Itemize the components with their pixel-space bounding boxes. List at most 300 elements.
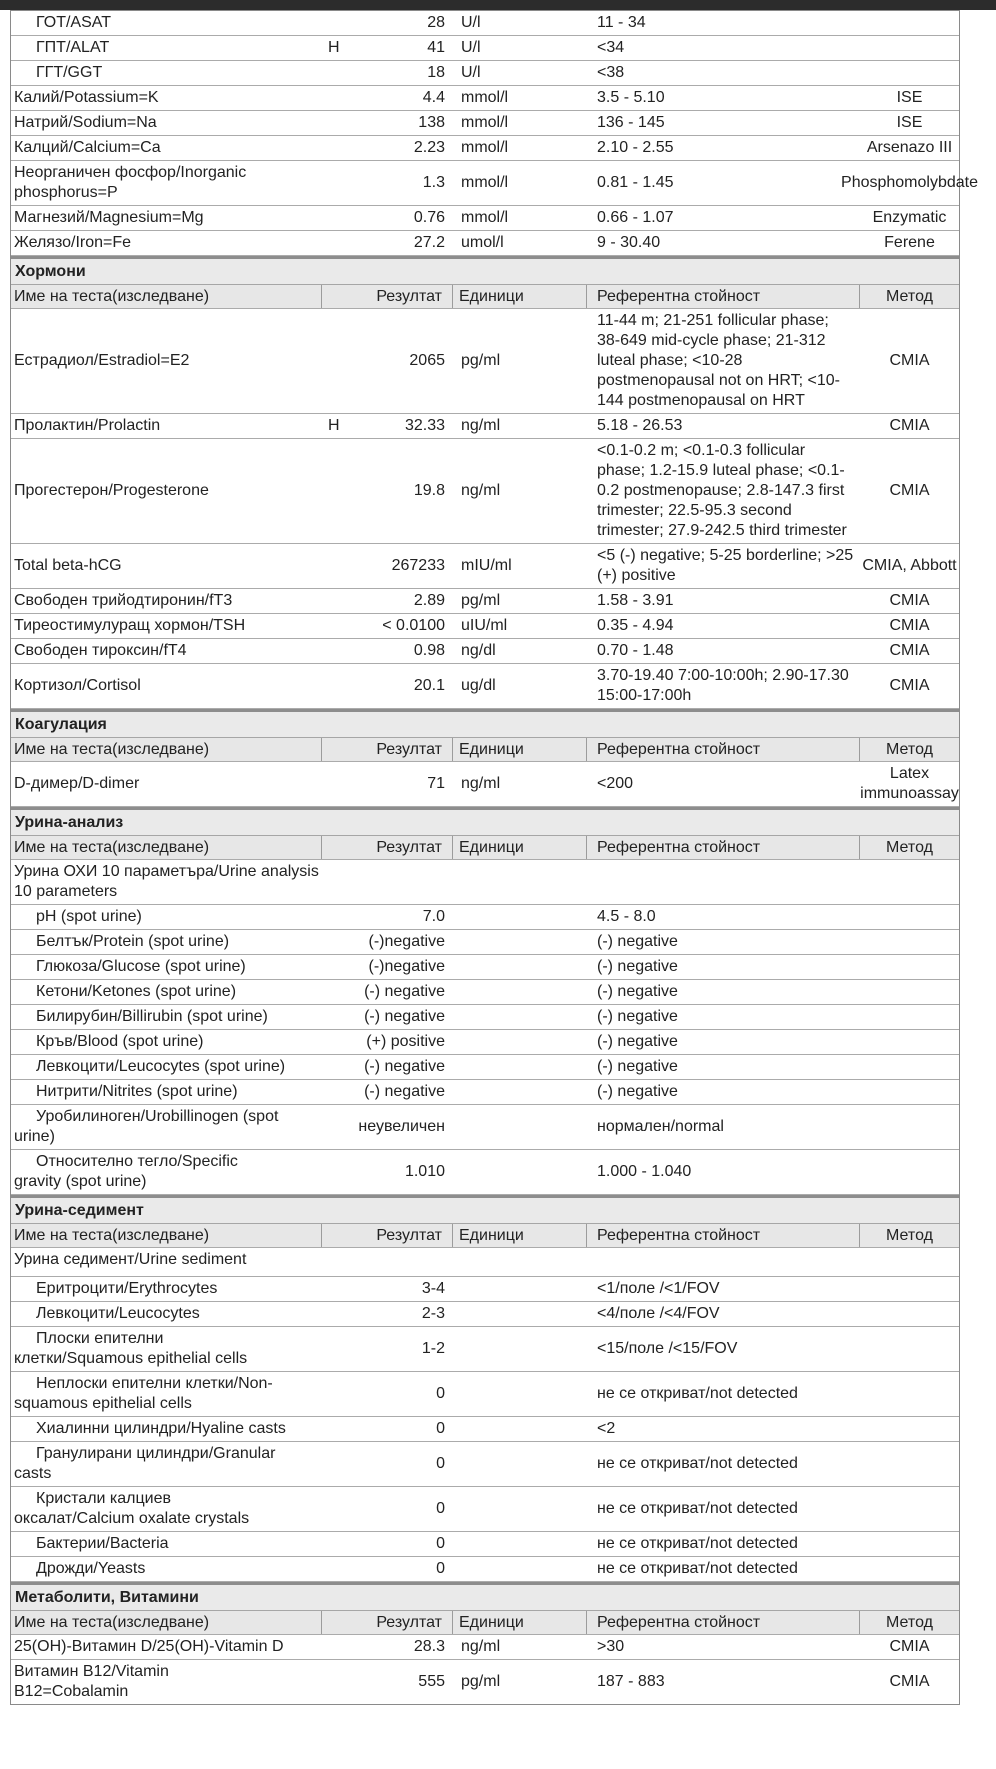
result-cell (322, 1557, 453, 1581)
test-name: Левкоцити/Leucocytes (spot urine) (36, 1058, 286, 1075)
units-value: pg/ml (461, 1673, 501, 1690)
method-cell (860, 1125, 959, 1129)
units-value: mmol/l (461, 114, 509, 131)
test-row (11, 414, 959, 439)
abnormal-flag: H (328, 417, 340, 434)
result-value: 19.8 (413, 482, 445, 499)
reference-range: 11-44 m; 21-251 follicular phase; 38-649 mid-cycle phase; 21-312 luteal phase; <10-28 postmenopausal not on HRT; <10-144 postmenopausal on HRT (597, 312, 840, 409)
result-cell (322, 1497, 453, 1521)
result-cell (322, 206, 453, 230)
test-row (11, 1150, 959, 1195)
column-header-test-name: Име на теста(изследване) (11, 285, 322, 308)
reference-range: (-) negative (597, 1058, 678, 1075)
test-row (11, 980, 959, 1005)
units-value (453, 915, 587, 919)
reference-range: 4.5 - 8.0 (597, 908, 656, 925)
column-header-method: Метод (886, 740, 933, 758)
result-value: 267233 (391, 557, 445, 574)
test-row (11, 1277, 959, 1302)
method-cell (860, 21, 959, 25)
method-value: Arsenazo III (866, 139, 953, 156)
method-cell (860, 1287, 959, 1291)
group-label: Урина седимент/Urine sediment (14, 1251, 247, 1268)
method-cell (860, 915, 959, 919)
method-cell (860, 46, 959, 50)
units-value: ng/dl (461, 642, 496, 659)
method-value: CMIA (889, 617, 930, 634)
method-cell (860, 940, 959, 944)
method-cell (860, 554, 959, 578)
reference-range: 0.35 - 4.94 (597, 617, 674, 634)
units-value (453, 1567, 587, 1571)
method-cell (860, 479, 959, 503)
group-label-row (11, 1248, 959, 1277)
reference-range: <1/поле /<1/FOV (597, 1280, 720, 1297)
units-value: mmol/l (461, 209, 509, 226)
result-cell (322, 231, 453, 255)
units-value: ng/ml (461, 482, 501, 499)
result-value: 0 (436, 1455, 445, 1472)
test-row (11, 111, 959, 136)
test-row (11, 136, 959, 161)
test-name: Относително тегло/Specific gravity (spot urine) (14, 1153, 238, 1190)
units-value (453, 1287, 587, 1291)
test-name: Бактерии/Bacteria (36, 1535, 169, 1552)
test-row (11, 439, 959, 544)
reference-range: <34 (597, 39, 625, 56)
method-cell (860, 71, 959, 75)
result-cell (322, 772, 453, 796)
result-value: 27.2 (413, 234, 445, 251)
method-cell (860, 136, 959, 160)
test-name: Прогестерон/Progesterone (14, 482, 209, 499)
column-header-row (11, 738, 959, 762)
section-header: Урина-седимент (11, 1195, 959, 1224)
reference-range: 3.5 - 5.10 (597, 89, 665, 106)
column-header-row (11, 1224, 959, 1248)
units-value: mmol/l (461, 89, 509, 106)
test-row (11, 1372, 959, 1417)
column-header-result: Резултат (322, 836, 453, 859)
test-row (11, 231, 959, 256)
test-name: Свободен трийодтиронин/fT3 (14, 592, 233, 609)
units-value: ng/ml (461, 417, 501, 434)
test-row (11, 1005, 959, 1030)
units-value (453, 1462, 587, 1466)
column-header-row (11, 285, 959, 309)
result-value: 0 (436, 1385, 445, 1402)
column-header-result: Резултат (322, 1224, 453, 1247)
column-header-reference: Референтна стойност (587, 836, 860, 859)
test-row (11, 905, 959, 930)
test-row (11, 161, 978, 206)
test-row (11, 1327, 959, 1372)
reference-range: (-) negative (597, 1033, 678, 1050)
result-value: 0.76 (413, 209, 445, 226)
method-value: CMIA, Abbott (862, 557, 957, 574)
result-value: 2065 (409, 352, 445, 369)
method-cell (860, 1542, 959, 1546)
result-value: 0 (436, 1500, 445, 1517)
test-row (11, 206, 959, 231)
test-name: ГГТ/GGT (36, 64, 103, 81)
reference-range: 0.70 - 1.48 (597, 642, 674, 659)
method-cell (860, 1670, 959, 1694)
test-row (11, 1105, 959, 1150)
result-cell (322, 1382, 453, 1406)
test-name: Кетони/Ketones (spot urine) (36, 983, 237, 1000)
test-row (11, 61, 959, 86)
result-cell (322, 349, 453, 373)
result-cell (322, 136, 453, 160)
result-cell (322, 111, 453, 135)
units-value (453, 1170, 587, 1174)
test-row (11, 1442, 959, 1487)
column-header-test-name: Име на теста(изследване) (11, 738, 322, 761)
result-value: 20.1 (413, 677, 445, 694)
column-header-row (11, 1611, 959, 1635)
test-name: Свободен тироксин/fT4 (14, 642, 187, 659)
units-value: ng/ml (461, 1638, 501, 1655)
reference-range: 0.66 - 1.07 (597, 209, 674, 226)
units-value (453, 1507, 587, 1511)
reference-range: 0.81 - 1.45 (597, 174, 674, 191)
test-name: Магнезий/Magnesium=Mg (14, 209, 204, 226)
test-name: Тиреостимулуращ хормон/TSH (14, 617, 246, 634)
test-name: ГПТ/ALAT (36, 39, 110, 56)
units-value (453, 940, 587, 944)
method-value: Ferene (884, 234, 935, 251)
method-cell (860, 1392, 959, 1396)
section-header: Урина-анализ (11, 807, 959, 836)
method-cell (860, 1347, 959, 1351)
column-header-result: Резултат (322, 1611, 453, 1634)
units-value (453, 1090, 587, 1094)
test-name: Естрадиол/Estradiol=E2 (14, 352, 190, 369)
test-name: Кортизол/Cortisol (14, 677, 141, 694)
result-cell (322, 1635, 453, 1659)
test-name: Нитрити/Nitrites (spot urine) (36, 1083, 238, 1100)
result-value: (-) negative (364, 983, 445, 1000)
test-name: Хиалинни цилиндри/Hyaline casts (36, 1420, 286, 1437)
test-name: Глюкоза/Glucose (spot urine) (36, 958, 246, 975)
method-cell (860, 990, 959, 994)
test-row (11, 589, 959, 614)
test-name: Левкоцити/Leucocytes (36, 1305, 200, 1322)
test-name: Неплоски епителни клетки/Non-squamous epithelial cells (14, 1375, 273, 1412)
method-value: ISE (896, 114, 923, 131)
test-row (11, 1302, 959, 1327)
result-cell (322, 1417, 453, 1441)
units-value (453, 1312, 587, 1316)
column-header-method: Метод (886, 838, 933, 856)
test-row (11, 544, 959, 589)
units-value (453, 1125, 587, 1129)
reference-range: 5.18 - 26.53 (597, 417, 683, 434)
result-cell (322, 614, 453, 638)
result-cell (322, 1277, 453, 1301)
section-header: Метаболити, Витамини (11, 1582, 959, 1611)
result-cell (322, 1115, 453, 1139)
result-value: 4.4 (422, 89, 445, 106)
lab-results-table (10, 10, 978, 1705)
units-value: mIU/ml (461, 557, 512, 574)
column-header-reference: Референтна стойност (587, 1611, 860, 1634)
column-header-units: Единици (453, 1224, 587, 1247)
column-header-units: Единици (453, 836, 587, 859)
test-row (11, 1635, 959, 1660)
method-cell (860, 349, 959, 373)
result-cell (322, 1160, 453, 1184)
reference-range: <0.1-0.2 m; <0.1-0.3 follicular phase; 1.2-15.9 luteal phase; <0.1-0.2 postmenopause; 2.8-147.3 first trimester; 22.5-95.3 second trimester; 27.9-242.5 third trimester (597, 442, 847, 539)
reference-range: 1.000 - 1.040 (597, 1163, 692, 1180)
column-header-units: Единици (453, 285, 587, 308)
reference-range: (-) negative (597, 1083, 678, 1100)
result-value: 1.3 (422, 174, 445, 191)
column-header-units: Единици (453, 1611, 587, 1634)
method-cell (860, 762, 959, 806)
method-cell (860, 86, 959, 110)
column-header-method: Метод (886, 287, 933, 305)
method-cell (860, 206, 959, 230)
test-row (11, 1030, 959, 1055)
method-cell (860, 231, 959, 255)
units-value (453, 1427, 587, 1431)
result-cell (322, 414, 453, 438)
result-cell (322, 1055, 453, 1079)
result-value: 555 (418, 1673, 445, 1690)
method-cell (860, 589, 959, 613)
column-header-test-name: Име на теста(изследване) (11, 1611, 322, 1634)
test-name: Неорганичен фосфор/Inorganic phosphorus=P (14, 164, 247, 201)
reference-range: не се откриват/not detected (597, 1385, 798, 1402)
result-value: (-)negative (368, 933, 445, 950)
test-name: Витамин B12/Vitamin B12=Cobalamin (14, 1663, 169, 1700)
test-row (11, 639, 959, 664)
method-cell (860, 1170, 959, 1174)
test-name: Гранулирани цилиндри/Granular casts (14, 1445, 276, 1482)
reference-range: 3.70-19.40 7:00-10:00h; 2.90-17.30 15:00-17:00h (597, 667, 849, 704)
result-value: 7.0 (422, 908, 445, 925)
method-cell (860, 1567, 959, 1571)
result-cell (322, 1670, 453, 1694)
result-value: 71 (427, 775, 445, 792)
result-value: 32.33 (404, 417, 445, 434)
method-cell (860, 1312, 959, 1316)
test-row (11, 955, 959, 980)
reference-range: 136 - 145 (597, 114, 665, 131)
test-name: Белтък/Protein (spot urine) (36, 933, 230, 950)
test-name: Кръв/Blood (spot urine) (36, 1033, 204, 1050)
column-header-result: Резултат (322, 285, 453, 308)
reference-range: >30 (597, 1638, 625, 1655)
units-value (453, 1040, 587, 1044)
units-value: mmol/l (461, 139, 509, 156)
reference-range: 9 - 30.40 (597, 234, 661, 251)
units-value (453, 965, 587, 969)
result-cell (322, 1452, 453, 1476)
method-cell (860, 674, 959, 698)
result-value: (-) negative (364, 1008, 445, 1025)
section-header: Хормони (11, 256, 959, 285)
column-header-test-name: Име на теста(изследване) (11, 1224, 322, 1247)
result-cell (322, 479, 453, 503)
reference-range: (-) negative (597, 933, 678, 950)
column-header-result: Резултат (322, 738, 453, 761)
result-cell (322, 930, 453, 954)
units-value (453, 990, 587, 994)
result-cell (322, 61, 453, 85)
result-cell (322, 1532, 453, 1556)
reference-range: 187 - 883 (597, 1673, 665, 1690)
method-value: CMIA (889, 592, 930, 609)
result-cell (322, 1005, 453, 1029)
test-row (11, 1660, 959, 1704)
result-cell (322, 1337, 453, 1361)
result-value: (-) negative (364, 1083, 445, 1100)
result-cell (322, 905, 453, 929)
column-header-reference: Референтна стойност (587, 738, 860, 761)
method-value: CMIA (889, 352, 930, 369)
method-value: Phosphomolybdate (841, 174, 978, 191)
result-cell (322, 1080, 453, 1104)
group-label: Урина ОХИ 10 параметъра/Urine analysis 10 parameters (14, 863, 319, 900)
result-value: 0 (436, 1560, 445, 1577)
test-row (11, 309, 959, 414)
units-value (453, 1015, 587, 1019)
units-value (453, 1065, 587, 1069)
units-value: pg/ml (461, 352, 501, 369)
reference-range: 11 - 34 (597, 14, 646, 31)
result-value: 138 (418, 114, 445, 131)
units-value: U/l (461, 39, 481, 56)
test-name: Калций/Calcium=Ca (14, 139, 161, 156)
result-value: неувеличен (358, 1118, 445, 1135)
result-cell (322, 11, 453, 35)
result-value: 0.98 (413, 642, 445, 659)
units-value: U/l (461, 14, 481, 31)
result-value: 2.23 (413, 139, 445, 156)
test-name: D-димер/D-dimer (14, 775, 140, 792)
method-value: CMIA (889, 482, 930, 499)
test-row (11, 664, 959, 709)
test-row (11, 1080, 959, 1105)
test-row (11, 11, 959, 36)
method-cell (860, 1065, 959, 1069)
reference-range: <2 (597, 1420, 616, 1437)
test-name: pH (spot urine) (36, 908, 142, 925)
reference-range: <200 (597, 775, 634, 792)
method-cell (860, 414, 959, 438)
reference-range: нормален/normal (597, 1118, 724, 1135)
test-row (11, 86, 959, 111)
method-cell (860, 614, 959, 638)
reference-range: (-) negative (597, 1008, 678, 1025)
method-cell (860, 965, 959, 969)
method-value: CMIA (889, 417, 930, 434)
column-header-reference: Референтна стойност (587, 285, 860, 308)
method-cell (860, 1462, 959, 1466)
test-row (11, 1532, 959, 1557)
units-value: ug/dl (461, 677, 496, 694)
test-name: Натрий/Sodium=Na (14, 114, 157, 131)
method-value: CMIA (889, 1673, 930, 1690)
test-row (11, 36, 959, 61)
result-value: (-) negative (364, 1058, 445, 1075)
column-header-method: Метод (886, 1226, 933, 1244)
test-name: Кристали калциев оксалат/Calcium oxalate crystals (14, 1490, 250, 1527)
test-name: ГОТ/ASAT (36, 14, 112, 31)
result-cell (322, 86, 453, 110)
reference-range: не се откриват/not detected (597, 1500, 798, 1517)
test-name: Калий/Potassium=K (14, 89, 159, 106)
group-label-row (11, 860, 959, 905)
result-value: < 0.0100 (382, 617, 445, 634)
column-header-test-name: Име на теста(изследване) (11, 836, 322, 859)
test-row (11, 762, 959, 807)
test-name: 25(OH)-Витамин D/25(OH)-Vitamin D (14, 1638, 284, 1655)
result-value: 28 (427, 14, 445, 31)
method-value: ISE (896, 89, 923, 106)
result-cell (322, 36, 453, 60)
result-cell (322, 639, 453, 663)
column-header-method: Метод (886, 1613, 933, 1631)
result-value: (-)negative (368, 958, 445, 975)
test-name: Пролактин/Prolactin (14, 417, 161, 434)
top-dark-bar (0, 0, 996, 10)
result-value: 2-3 (421, 1305, 445, 1322)
units-value: uIU/ml (461, 617, 508, 634)
reference-range: 1.58 - 3.91 (597, 592, 674, 609)
result-cell (322, 1302, 453, 1326)
reference-range: не се откриват/not detected (597, 1535, 798, 1552)
test-name: Total beta-hCG (14, 557, 122, 574)
reference-range: <15/поле /<15/FOV (597, 1340, 738, 1357)
test-row (11, 614, 959, 639)
method-value: CMIA (889, 1638, 930, 1655)
result-cell (322, 1030, 453, 1054)
abnormal-flag: H (328, 39, 340, 56)
reference-range: (-) negative (597, 958, 678, 975)
test-row (11, 1055, 959, 1080)
reference-range: (-) negative (597, 983, 678, 1000)
section-header: Коагулация (11, 709, 959, 738)
units-value: umol/l (461, 234, 504, 251)
method-cell (860, 111, 959, 135)
reference-range: <4/поле /<4/FOV (597, 1305, 720, 1322)
units-value: U/l (461, 64, 481, 81)
reference-range: не се откриват/not detected (597, 1560, 798, 1577)
result-cell (322, 674, 453, 698)
result-cell (322, 980, 453, 1004)
test-name: Дрожди/Yeasts (36, 1560, 146, 1577)
method-cell (860, 639, 959, 663)
reference-range: <38 (597, 64, 625, 81)
result-value: 1.010 (404, 1163, 445, 1180)
method-cell (841, 171, 978, 195)
result-cell (322, 955, 453, 979)
result-cell (322, 171, 453, 195)
test-name: Уробилиноген/Urobillinogen (spot urine) (14, 1108, 279, 1145)
column-header-units: Единици (453, 738, 587, 761)
result-value: 18 (427, 64, 445, 81)
units-value (453, 1347, 587, 1351)
result-cell (322, 589, 453, 613)
result-value: 1-2 (421, 1340, 445, 1357)
test-row (11, 1487, 959, 1532)
units-value: ng/ml (461, 775, 501, 792)
reference-range: 2.10 - 2.55 (597, 139, 674, 156)
